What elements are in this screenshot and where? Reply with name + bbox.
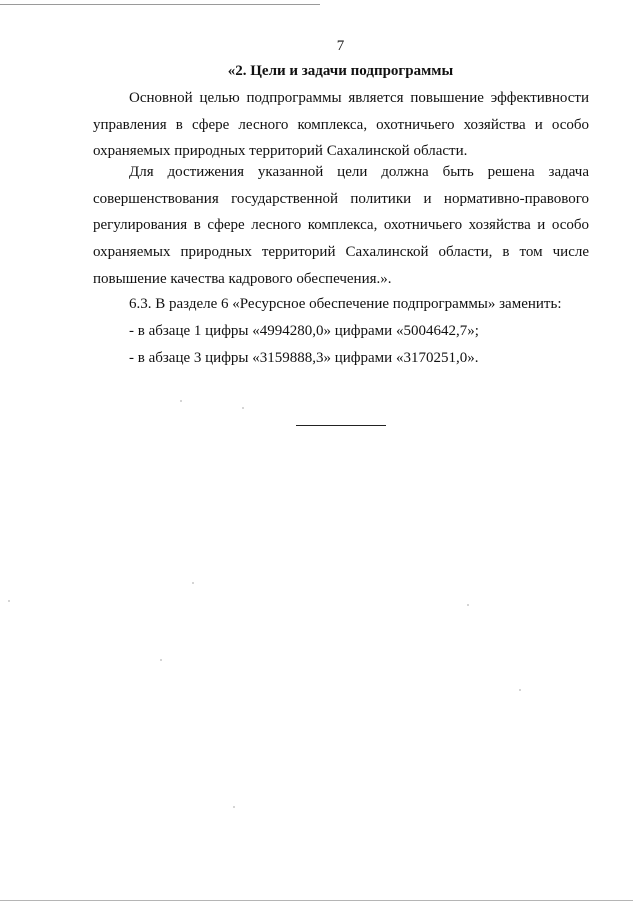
scan-edge-bottom bbox=[0, 900, 633, 901]
amendment-item: - в абзаце 1 цифры «4994280,0» цифрами «5004642,7»; bbox=[129, 323, 479, 339]
paragraph-goal: Основной целью подпрограммы является повышение эффективности управления в сфере лесного комплекса, охотничьего хозяйства и особо охраняемых природных территорий Сахалинской области. bbox=[93, 90, 589, 160]
scan-speck bbox=[519, 689, 521, 691]
paragraph-task: Для достижения указанной цели должна быть решена задача совершенствования государственной политики и нормативно-правового регулирования в сфере лесного комплекса, охотничьего хозяйства и особо охраняемых природных территорий Сахалинской области, в том числе повышение качества кадрового обеспечения.». bbox=[93, 164, 589, 287]
scan-speck bbox=[242, 407, 244, 409]
scan-speck bbox=[233, 806, 235, 808]
scan-speck bbox=[8, 600, 10, 602]
scan-speck bbox=[467, 604, 469, 606]
separator-line bbox=[296, 425, 386, 426]
amendment-item: - в абзаце 3 цифры «3159888,3» цифрами «3170251,0». bbox=[129, 350, 479, 366]
section-heading: «2. Цели и задачи подпрограммы bbox=[227, 63, 454, 79]
scan-speck bbox=[192, 582, 194, 584]
page-number: 7 bbox=[336, 38, 345, 54]
scan-speck bbox=[160, 659, 162, 661]
scan-edge-top bbox=[0, 4, 320, 5]
scan-speck bbox=[180, 400, 182, 402]
amendment-clause: 6.3. В разделе 6 «Ресурсное обеспечение подпрограммы» заменить: bbox=[129, 296, 562, 312]
